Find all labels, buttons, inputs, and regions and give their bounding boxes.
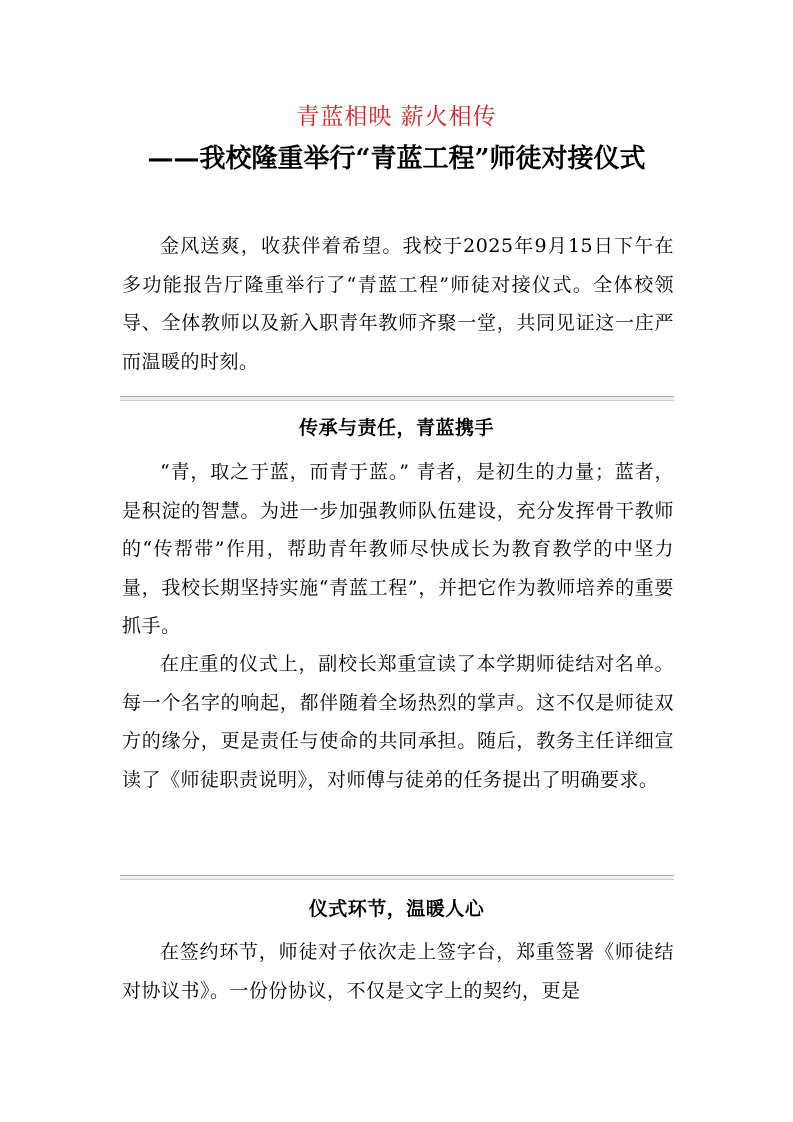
document-title: 青蓝相映 薪火相传	[296, 104, 497, 130]
section-2-paragraph-1: 在签约环节，师徒对子依次走上签字台，郑重签署《师徒结对协议书》。一份份协议，不仅是文字上的契约，更是	[122, 941, 674, 1002]
section-divider-1	[120, 396, 674, 401]
section-divider-2	[120, 875, 674, 880]
section-1-paragraph-1: “青，取之于蓝，而青于蓝。” 青者，是初生的力量；蓝者，是积淀的智慧。为进一步加强教师队伍建设，充分发挥骨干教师的“传帮带”作用，帮助青年教师尽快成长为教育教学的中坚力量，我校长期坚持实施“青蓝工程”，并把它作为教师培养的重要抓手。	[122, 461, 674, 637]
section-1-paragraph-2: 在庄重的仪式上，副校长郑重宣读了本学期师徒结对名单。每一个名字的响起，都伴随着全场热烈的掌声。这不仅是师徒双方的缘分，更是责任与使命的共同承担。随后，教务主任详细宣读了《师徒职责说明》，对师傅与徒弟的任务提出了明确要求。	[122, 653, 674, 791]
intro-paragraph: 金风送爽，收获伴着希望。我校于2025年9月15日下午在多功能报告厅隆重举行了“青蓝工程”师徒对接仪式。全体校领导、全体教师以及新入职青年教师齐聚一堂，共同见证这一庄严而温暖的时刻。	[122, 235, 674, 373]
section-heading-ceremony: 仪式环节，温暖人心	[308, 898, 485, 920]
document-subtitle: ——我校隆重举行“青蓝工程”师徒对接仪式	[147, 144, 646, 174]
section-heading-inheritance: 传承与责任，青蓝携手	[298, 417, 494, 439]
